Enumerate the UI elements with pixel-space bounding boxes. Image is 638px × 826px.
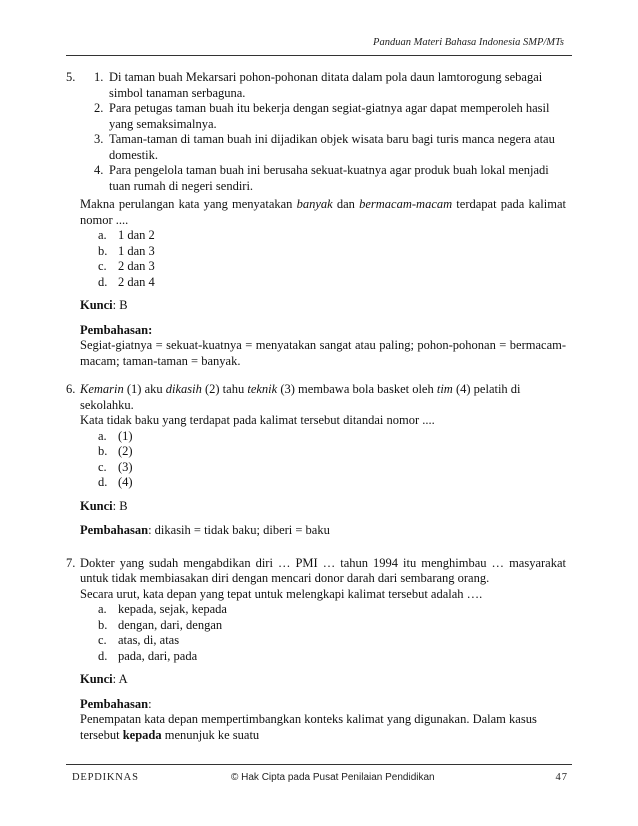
sentence-item — [80, 70, 566, 101]
sentence-number: 2. — [94, 101, 104, 115]
option-text: 1 dan 3 — [118, 243, 155, 258]
question-stem — [80, 197, 566, 228]
sentence-emphasis: dikasih — [165, 382, 202, 396]
footer-publisher: DEPDIKNAS — [72, 772, 139, 783]
option-c — [98, 259, 566, 275]
sentence-emphasis: Kemarin — [80, 382, 124, 396]
explanation-text-part: menunjuk ke suatu — [161, 727, 260, 742]
option-letter: d. — [98, 475, 108, 489]
answer-options — [80, 429, 566, 491]
option-letter: b. — [98, 444, 108, 458]
question-sentence: Dokter yang sudah mengabdikan diri … PMI … tahun 1994 itu menghimbau … masyarakat untuk tidak membiasakan diri dengan mencari donor darah dari sembarang orang. — [80, 555, 566, 585]
option-a — [98, 429, 566, 445]
question-number: 5. — [66, 70, 76, 84]
option-b — [98, 244, 566, 260]
page-footer — [66, 772, 572, 786]
option-a — [98, 228, 566, 244]
stem-emphasis: banyak — [296, 197, 333, 211]
explanation-text: Segiat-giatnya = sekuat-kuatnya = menyatakan sangat atau paling; pohon-pohonan = bermacam-macam; taman-taman = banyak. — [80, 338, 566, 368]
option-letter: b. — [98, 617, 108, 632]
sentence-emphasis: tim — [436, 382, 453, 396]
sentence-text: (1) aku — [123, 382, 166, 396]
stem-text: Makna perulangan kata yang menyatakan — [80, 197, 297, 211]
option-letter: a. — [98, 602, 107, 616]
explanation-text-part: Penempatan kata depan mempertimbangkan konteks kalimat yang digunakan. Dalam kasus tersebut — [80, 712, 537, 742]
option-text: (2) — [118, 444, 133, 458]
sentence-text: (3) membawa bola basket oleh — [277, 382, 437, 396]
page-content — [66, 70, 566, 743]
answer-key-label: Kunci — [80, 298, 113, 312]
sentence-item — [80, 163, 566, 194]
sentence-text: Para petugas taman buah itu bekerja dengan segiat-giatnya agar dapat memperoleh hasil yang semaksimalnya. — [109, 101, 550, 131]
answer-key — [80, 298, 566, 314]
option-d — [98, 649, 566, 665]
sentence-item — [80, 132, 566, 163]
sentence-number: 1. — [94, 70, 104, 84]
option-letter: b. — [98, 243, 108, 258]
answer-key-value: : B — [112, 298, 128, 312]
option-text: (1) — [118, 428, 133, 443]
option-text: (3) — [118, 459, 133, 474]
option-c — [98, 460, 566, 476]
option-d — [98, 275, 566, 291]
sentence-number: 4. — [94, 163, 104, 177]
sentence-number: 3. — [94, 132, 104, 146]
option-text: 1 dan 2 — [118, 228, 155, 242]
option-letter: c. — [98, 259, 107, 273]
answer-key-label: Kunci — [80, 498, 113, 513]
option-letter: c. — [98, 459, 107, 474]
option-text: atas, di, atas — [118, 633, 180, 647]
question-number: 6. — [66, 382, 76, 396]
sentence-text: Taman-taman di taman buah ini dijadikan objek wisata baru bagi turis manca negera atau domestik. — [109, 132, 555, 162]
footer-copyright: © Hak Cipta pada Pusat Penilaian Pendidikan — [231, 772, 435, 783]
option-b — [98, 444, 566, 460]
option-letter: a. — [98, 428, 107, 443]
stem-text: terdapat pada kalimat nomor .... — [80, 197, 566, 227]
answer-key-value: : A — [112, 672, 128, 686]
option-text: pada, dari, pada — [118, 648, 198, 663]
stem-text: dan — [332, 197, 360, 211]
sentence-text: (4) pelatih di sekolahku. — [80, 382, 521, 412]
explanation-colon: : — [148, 696, 152, 711]
question-6 — [66, 382, 566, 539]
header-rule — [66, 55, 572, 56]
answer-key-value: : B — [112, 498, 128, 513]
footer-rule — [66, 764, 572, 765]
answer-key — [80, 672, 566, 688]
option-letter: a. — [98, 228, 107, 242]
option-text: dengan, dari, dengan — [118, 617, 223, 632]
explanation-text — [80, 712, 566, 743]
answer-key — [80, 499, 566, 515]
question-sentence — [80, 382, 566, 413]
page-number: 47 — [555, 772, 568, 783]
question-number: 7. — [66, 555, 76, 570]
explanation-text: : dikasih = tidak baku; diberi = baku — [148, 523, 330, 537]
sentence-item — [80, 101, 566, 132]
answer-options — [80, 602, 566, 664]
answer-options — [80, 228, 566, 290]
question-stem: Kata tidak baku yang terdapat pada kalimat tersebut ditandai nomor .... — [80, 413, 435, 427]
option-text: 2 dan 3 — [118, 259, 155, 273]
explanation-label — [80, 697, 566, 713]
sentence-text: Di taman buah Mekarsari pohon-pohonan ditata dalam pola daun lamtorogung sebagai simbol tanaman serbaguna. — [109, 70, 543, 100]
question-7 — [66, 556, 566, 744]
explanation-label-text: Pembahasan — [80, 696, 149, 711]
explanation-label: Pembahasan: — [80, 322, 153, 337]
page-header: Panduan Materi Bahasa Indonesia SMP/MTs — [373, 37, 564, 48]
question-stem: Secara urut, kata depan yang tepat untuk melengkapi kalimat tersebut adalah …. — [80, 586, 483, 601]
option-letter: d. — [98, 648, 108, 663]
option-c — [98, 633, 566, 649]
explanation-bold: kepada — [122, 727, 162, 742]
sentence-text: (2) tahu — [201, 382, 248, 396]
option-d — [98, 475, 566, 491]
option-text: 2 dan 4 — [118, 274, 155, 289]
option-letter: c. — [98, 633, 107, 647]
option-b — [98, 618, 566, 634]
option-text: (4) — [118, 475, 133, 489]
sentence-text: Para pengelola taman buah ini berusaha sekuat-kuatnya agar produk buah lokal menjadi tuan rumah di negeri sendiri. — [109, 163, 549, 193]
explanation-label-text: Pembahasan — [80, 322, 149, 337]
option-a — [98, 602, 566, 618]
option-text: kepada, sejak, kepada — [118, 602, 227, 616]
explanation — [80, 523, 566, 539]
explanation-label: Pembahasan — [80, 523, 149, 537]
answer-key-label: Kunci — [80, 672, 113, 686]
sentence-emphasis: teknik — [247, 382, 278, 396]
option-letter: d. — [98, 274, 108, 289]
question-5 — [66, 70, 566, 369]
stem-emphasis: bermacam-macam — [359, 197, 453, 211]
